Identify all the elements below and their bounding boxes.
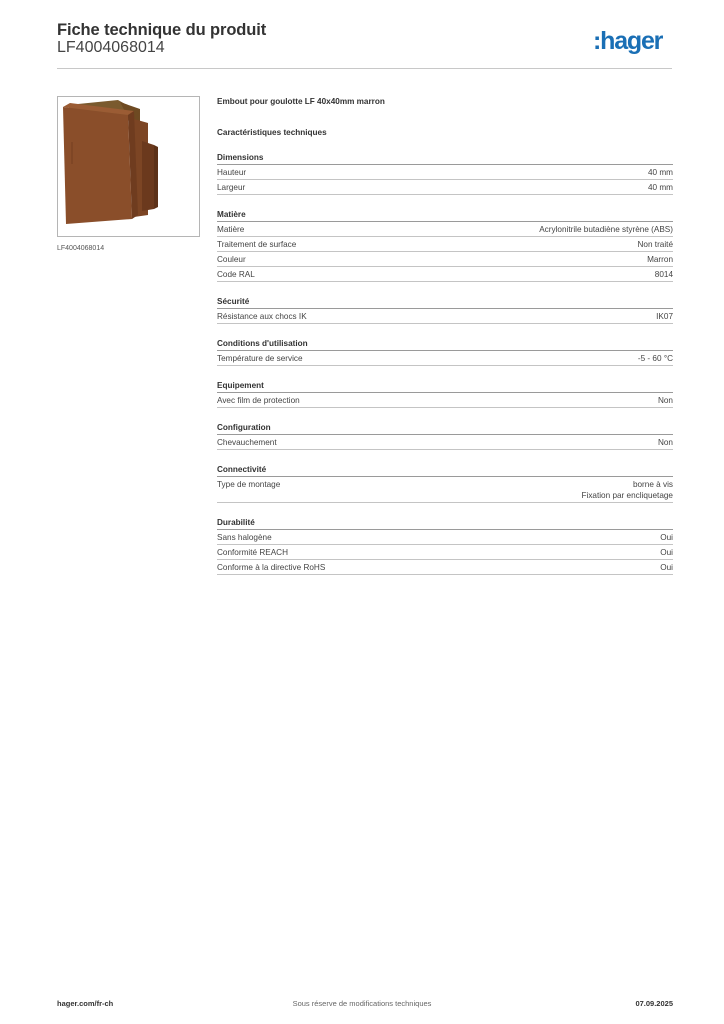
spec-label: Type de montage <box>217 480 281 489</box>
product-image-frame <box>57 96 200 237</box>
spec-label: Couleur <box>217 255 246 264</box>
spec-section <box>217 421 673 450</box>
spec-row <box>217 435 673 450</box>
spec-value <box>638 239 674 250</box>
footer-website: hager.com/fr-ch <box>57 999 114 1008</box>
page-title: Fiche technique du produit <box>57 21 267 39</box>
spec-value <box>658 395 673 406</box>
hager-logo <box>593 26 675 58</box>
spec-value <box>648 182 673 193</box>
spec-value <box>655 269 673 280</box>
spec-section-title: Sécurité <box>217 295 673 309</box>
spec-value <box>638 353 673 364</box>
product-image-caption: LF4004068014 <box>57 245 105 252</box>
spec-label: Conformité REACH <box>217 548 288 557</box>
spec-value-line: Acrylonitrile butadiène styrène (ABS) <box>539 225 673 234</box>
spec-value <box>648 167 673 178</box>
spec-label: Matière <box>217 225 245 234</box>
spec-row <box>217 237 673 252</box>
product-reference: LF4004068014 <box>57 39 165 56</box>
footer-date: 07.09.2025 <box>635 999 673 1008</box>
spec-section <box>217 379 673 408</box>
spec-value <box>660 532 673 543</box>
footer-disclaimer: Sous réserve de modifications techniques <box>292 999 432 1008</box>
spec-section-title: Dimensions <box>217 151 673 165</box>
technical-characteristics-heading: Caractéristiques techniques <box>217 128 327 137</box>
spec-row <box>217 351 673 366</box>
spec-section-title: Configuration <box>217 421 673 435</box>
spec-value-line: IK07 <box>656 312 673 321</box>
spec-section <box>217 151 673 195</box>
spec-value <box>660 562 673 573</box>
spec-value-line: Non <box>657 396 673 405</box>
spec-value-line: Marron <box>647 255 673 264</box>
spec-section-title: Equipement <box>217 379 673 393</box>
spec-row <box>217 252 673 267</box>
spec-label: Conforme à la directive RoHS <box>217 563 326 572</box>
spec-section <box>217 208 673 282</box>
spec-value-line: borne à vis <box>632 480 673 489</box>
spec-value <box>647 254 673 265</box>
spec-value-line: Oui <box>660 533 673 542</box>
spec-label: Résistance aux chocs IK <box>217 312 307 321</box>
spec-row <box>217 560 673 575</box>
spec-row <box>217 180 673 195</box>
spec-row <box>217 165 673 180</box>
spec-value <box>658 437 673 448</box>
spec-section <box>217 295 673 324</box>
spec-section-title: Durabilité <box>217 516 673 530</box>
product-image <box>58 97 199 236</box>
spec-value <box>660 547 673 558</box>
spec-value <box>656 311 673 322</box>
spec-label: Traitement de surface <box>217 240 297 249</box>
spec-row <box>217 530 673 545</box>
spec-row <box>217 393 673 408</box>
spec-label: Avec film de protection <box>217 396 300 405</box>
spec-value <box>539 224 673 235</box>
spec-sections <box>217 151 673 575</box>
spec-value-line: Non traité <box>637 240 673 249</box>
spec-row <box>217 477 673 503</box>
spec-row <box>217 222 673 237</box>
spec-row <box>217 267 673 282</box>
spec-row <box>217 309 673 324</box>
spec-label: Sans halogène <box>217 533 272 542</box>
spec-label: Largeur <box>217 183 246 192</box>
spec-value-line: Oui <box>660 548 673 557</box>
spec-value-line: Fixation par encliquetage <box>581 491 673 500</box>
spec-section-title: Matière <box>217 208 673 222</box>
header-divider <box>57 68 672 69</box>
specification-panel <box>217 96 673 575</box>
spec-value-line: -5 - 60 °C <box>637 354 673 363</box>
spec-section <box>217 337 673 366</box>
spec-section <box>217 463 673 503</box>
spec-value-line: Oui <box>660 563 673 572</box>
spec-value <box>582 479 674 501</box>
spec-row <box>217 545 673 560</box>
spec-label: Code RAL <box>217 270 255 279</box>
spec-value-line: 40 mm <box>647 168 673 177</box>
spec-label: Chevauchement <box>217 438 277 447</box>
spec-label: Hauteur <box>217 168 247 177</box>
spec-value-line: 8014 <box>654 270 673 279</box>
logo-text: :hager <box>593 27 663 55</box>
product-name: Embout pour goulotte LF 40x40mm marron <box>217 97 385 106</box>
spec-section <box>217 516 673 575</box>
spec-value-line: 40 mm <box>647 183 673 192</box>
spec-section-title: Conditions d'utilisation <box>217 337 673 351</box>
spec-value-line: Non <box>657 438 673 447</box>
spec-label: Température de service <box>217 354 303 363</box>
spec-section-title: Connectivité <box>217 463 673 477</box>
